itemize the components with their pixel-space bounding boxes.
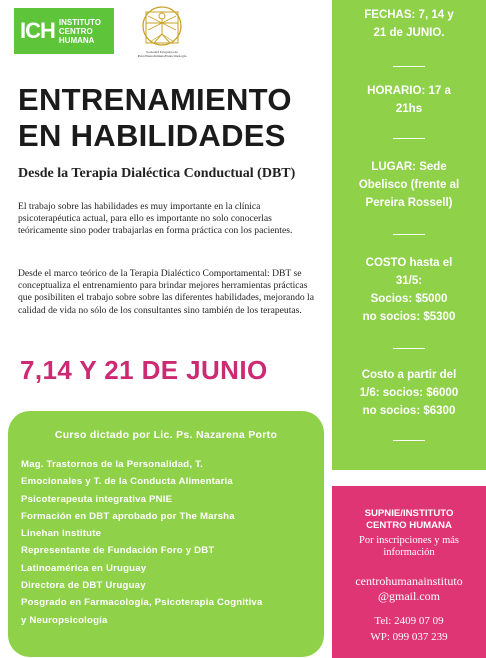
ich-logo [14,8,114,54]
info-line: información [383,547,435,558]
location-line: Pereira Rossell) [365,197,453,209]
divider [393,348,425,349]
cost-line: 31/5: [395,275,423,287]
contact-info-label [332,535,486,559]
divider [393,234,425,235]
late-cost-line: no socios: $6300 [362,405,456,417]
late-cost-block [332,366,486,420]
contact-phones [332,613,486,645]
society-caption: Sociedad Uruguaya de PsicoNeuroInmunoEndocrinología [137,50,187,58]
cost-line: no socios: $5300 [362,311,456,323]
ich-logo-line3: HUMANA [58,35,95,45]
credential-item: Directora de DBT Uruguay [21,580,146,592]
cost-line: COSTO hasta el [365,257,453,269]
ich-logo-mark: ICH [20,18,55,43]
divider [393,66,425,67]
dates-line: 21 de JUNIO. [373,27,445,39]
dates-block [332,6,486,42]
schedule-line: HORARIO: 17 a [367,85,451,97]
framework-paragraph: Desde el marco teórico de la Terapia Dialéctico Comportamental: DBT se conceptualiza el entrenamiento para brindar mejores herramientas prácticas que posibiliten el trabajo sobre sobre las diferentes habilidades, mejorando la calidad de vida no sólo de los consultantes sino también de los terapeutas. [18,268,314,316]
title-line1: ENTRENAMIENTO [18,82,292,117]
divider [393,440,425,441]
cost-line: Socios: $5000 [370,293,448,305]
ich-logo-line2: CENTRO [58,26,93,36]
org-line: SUPNIE/INSTITUTO [364,508,454,519]
credentials-list [21,456,317,629]
contact-panel [332,486,486,658]
credential-item: Psicoterapeuta integrativa PNIE [21,493,173,505]
ich-logo-line1: INSTITUTO [58,17,101,27]
location-line: Obelisco (frente al [358,179,460,191]
intro-paragraph: El trabajo sobre las habilidades es muy importante en la clínica psicoterapéutica actual, para ello es importante no solo conocerlas teóricamente sino poder trabajarlas en forma práctica con los pacientes. [18,201,293,237]
highlight-dates: 7,14 Y 21 DE JUNIO [20,355,268,385]
organization-name [332,508,486,532]
location-line: LUGAR: Sede [371,161,447,173]
email-line: @gmail.com [377,589,441,603]
dates-line: FECHAS: 7, 14 y [364,9,454,21]
credential-item: Latinoamérica en Uruguay [21,562,147,574]
credential-item: Posgrado en Farmacología, Psicoterapia Cognitiva [21,597,263,609]
cost-block [332,254,486,326]
page-title [18,82,318,154]
credential-item: Representante de Fundación Foro y DBT [21,545,215,557]
society-logo [130,4,194,60]
late-cost-line: 1/6: socios: $6000 [359,387,459,399]
credential-item: Formación en DBT aprobado por The Marsha [21,510,235,522]
title-line2: EN HABILIDADES [18,118,286,153]
late-cost-line: Costo a partir del [361,369,457,381]
email-line: centrohumanainstituto [355,574,463,588]
course-heading: Curso dictado por Lic. Ps. Nazarena Porto [54,429,278,441]
location-block [332,158,486,212]
credential-item: Emocionales y T. de la Conducta Alimentaria [21,476,233,488]
org-line: CENTRO HUMANA [366,520,452,531]
event-details-panel [332,0,486,470]
schedule-line: 21hs [395,103,423,115]
subtitle: Desde la Terapia Dialéctica Conductual (DBT) [18,166,296,181]
info-line: Por inscripciones y más [358,535,460,546]
schedule-block [332,82,486,118]
whatsapp-number[interactable]: WP: 099 037 239 [370,631,448,643]
contact-email[interactable] [332,574,486,604]
phone-number[interactable]: Tel: 2409 07 09 [374,615,444,627]
credential-item: Mag. Trastornos de la Personalidad, T. [21,459,203,470]
credential-item: y Neuropsicología [21,614,108,626]
course-box [8,411,324,657]
ich-logo-words [59,18,101,45]
credential-item: Linehan Institute [21,528,102,540]
divider [393,138,425,139]
vitruvian-figure-icon [130,4,194,50]
